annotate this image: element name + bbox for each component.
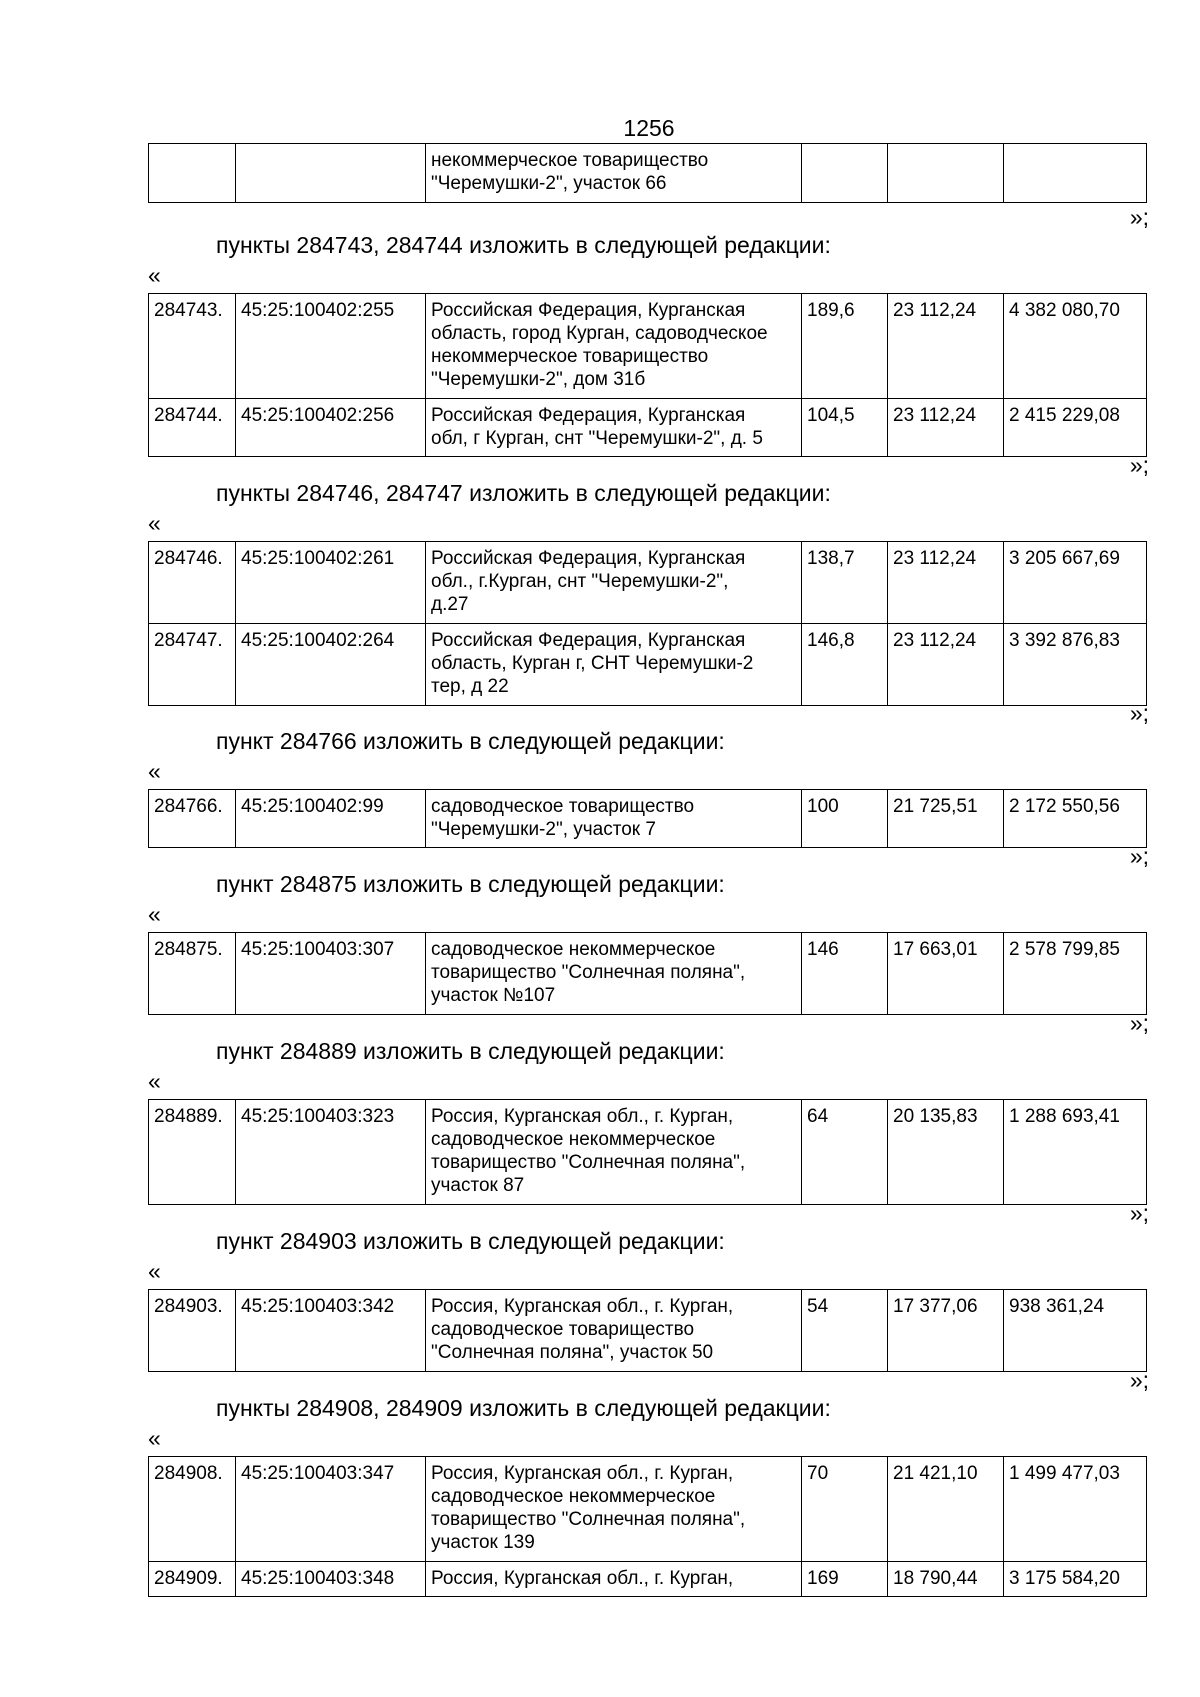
- cell-value: 1 288 693,41: [1004, 1100, 1147, 1205]
- cell-rate: 23 112,24: [888, 624, 1004, 706]
- section-heading: пункты 284743, 284744 изложить в следующей редакции:: [216, 232, 831, 258]
- cell-address: Российская Федерация, Курганская обл., г.Курган, снт "Черемушки-2", д.27: [426, 542, 802, 624]
- cell-area: 146: [802, 933, 888, 1015]
- cell-number: 284903.: [149, 1290, 236, 1372]
- cell-address: Российская Федерация, Курганская обл, г Курган, снт "Черемушки-2", д. 5: [426, 399, 802, 457]
- cell-address: Российская Федерация, Курганская область, Курган г, СНТ Черемушки-2 тер, д 22: [426, 624, 802, 706]
- table-row: [149, 1562, 1147, 1597]
- cell-value: 2 578 799,85: [1004, 933, 1147, 1015]
- cell-address: Россия, Курганская обл., г. Курган, садоводческое товарищество "Солнечная поляна", участок 50: [426, 1290, 802, 1372]
- section-heading: пункты 284908, 284909 изложить в следующей редакции:: [216, 1395, 831, 1421]
- cell-cadastral: [236, 144, 426, 203]
- registry-table: [148, 293, 1147, 457]
- cell-cadastral: 45:25:100402:255: [236, 294, 426, 399]
- cell-number: 284889.: [149, 1100, 236, 1205]
- amendment-section: [148, 452, 1149, 706]
- closing-quote: »;: [1129, 1010, 1149, 1036]
- table-row: [149, 790, 1147, 848]
- cell-cadastral: 45:25:100402:99: [236, 790, 426, 848]
- cell-cadastral: 45:25:100403:342: [236, 1290, 426, 1372]
- cell-cadastral: 45:25:100402:261: [236, 542, 426, 624]
- cell-cadastral: 45:25:100403:323: [236, 1100, 426, 1205]
- cell-address: садоводческое некоммерческое товарищество "Солнечная поляна", участок №107: [426, 933, 802, 1015]
- table-row: [149, 624, 1147, 706]
- cell-value: 2 172 550,56: [1004, 790, 1147, 848]
- cell-cadastral: 45:25:100403:348: [236, 1562, 426, 1597]
- cell-address: некоммерческое товарищество "Черемушки-2", участок 66: [426, 144, 802, 203]
- cell-area: 138,7: [802, 542, 888, 624]
- cell-rate: 23 112,24: [888, 542, 1004, 624]
- amendment-section: [148, 1010, 1149, 1205]
- cell-area: 146,8: [802, 624, 888, 706]
- cell-area: [802, 144, 888, 203]
- cell-address: Россия, Курганская обл., г. Курган, садоводческое некоммерческое товарищество "Солнечная поляна", участок 139: [426, 1457, 802, 1562]
- cell-area: 70: [802, 1457, 888, 1562]
- closing-quote: »;: [1129, 204, 1149, 230]
- cell-number: 284766.: [149, 790, 236, 848]
- cell-cadastral: 45:25:100403:307: [236, 933, 426, 1015]
- opening-quote: «: [148, 510, 161, 536]
- cell-rate: [888, 144, 1004, 203]
- opening-quote: «: [148, 758, 161, 784]
- cell-address: Российская Федерация, Курганская область, город Курган, садоводческое некоммерческое товарищество "Черемушки-2", дом 31б: [426, 294, 802, 399]
- opening-quote: «: [148, 262, 161, 288]
- table-row: [149, 399, 1147, 457]
- closing-quote: »;: [1129, 1367, 1149, 1393]
- cell-number: 284743.: [149, 294, 236, 399]
- opening-quote: «: [148, 901, 161, 927]
- page-number: 1256: [623, 115, 675, 141]
- cell-number: 284747.: [149, 624, 236, 706]
- registry-table: [148, 1099, 1147, 1205]
- cell-area: 54: [802, 1290, 888, 1372]
- continued-table: [148, 143, 1147, 203]
- table-row: [149, 933, 1147, 1015]
- table-row: [149, 1290, 1147, 1372]
- cell-area: 169: [802, 1562, 888, 1597]
- cell-area: 64: [802, 1100, 888, 1205]
- table-row: [149, 294, 1147, 399]
- cell-value: 1 499 477,03: [1004, 1457, 1147, 1562]
- cell-address: садоводческое товарищество "Черемушки-2", участок 7: [426, 790, 802, 848]
- cell-area: 100: [802, 790, 888, 848]
- cell-rate: 21 421,10: [888, 1457, 1004, 1562]
- amendment-section: [148, 1200, 1149, 1372]
- registry-table: [148, 541, 1147, 706]
- amendment-section: [148, 1367, 1149, 1597]
- cell-rate: 18 790,44: [888, 1562, 1004, 1597]
- registry-table: [148, 789, 1147, 848]
- section-heading: пункты 284746, 284747 изложить в следующей редакции:: [216, 480, 831, 506]
- amendment-section: [148, 700, 1149, 848]
- closing-quote: »;: [1129, 843, 1149, 869]
- table-row: [149, 144, 1147, 203]
- closing-quote: »;: [1129, 700, 1149, 726]
- cell-rate: 17 377,06: [888, 1290, 1004, 1372]
- cell-value: [1004, 144, 1147, 203]
- cell-value: 938 361,24: [1004, 1290, 1147, 1372]
- closing-quote: »;: [1129, 452, 1149, 478]
- opening-quote: «: [148, 1425, 161, 1451]
- section-heading: пункт 284889 изложить в следующей редакции:: [216, 1038, 725, 1064]
- cell-value: 3 205 667,69: [1004, 542, 1147, 624]
- cell-number: 284744.: [149, 399, 236, 457]
- registry-table: [148, 932, 1147, 1015]
- cell-number: 284908.: [149, 1457, 236, 1562]
- section-heading: пункт 284903 изложить в следующей редакции:: [216, 1228, 725, 1254]
- opening-quote: «: [148, 1068, 161, 1094]
- cell-number: 284875.: [149, 933, 236, 1015]
- cell-cadastral: 45:25:100402:264: [236, 624, 426, 706]
- cell-number: 284909.: [149, 1562, 236, 1597]
- opening-quote: «: [148, 1258, 161, 1284]
- section-heading: пункт 284766 изложить в следующей редакции:: [216, 728, 725, 754]
- closing-quote: »;: [1129, 1200, 1149, 1226]
- table-row: [149, 1457, 1147, 1562]
- table-row: [149, 542, 1147, 624]
- cell-address: Россия, Курганская обл., г. Курган, садоводческое некоммерческое товарищество "Солнечная поляна", участок 87: [426, 1100, 802, 1205]
- cell-value: 3 392 876,83: [1004, 624, 1147, 706]
- cell-rate: 20 135,83: [888, 1100, 1004, 1205]
- continued-table-fragment: [148, 143, 1146, 203]
- cell-rate: 23 112,24: [888, 399, 1004, 457]
- section-heading: пункт 284875 изложить в следующей редакции:: [216, 871, 725, 897]
- cell-area: 189,6: [802, 294, 888, 399]
- cell-rate: 17 663,01: [888, 933, 1004, 1015]
- cell-value: 4 382 080,70: [1004, 294, 1147, 399]
- amendment-section: [148, 843, 1149, 1015]
- cell-number: 284746.: [149, 542, 236, 624]
- cell-value: 3 175 584,20: [1004, 1562, 1147, 1597]
- cell-rate: 23 112,24: [888, 294, 1004, 399]
- cell-value: 2 415 229,08: [1004, 399, 1147, 457]
- amendment-section: [148, 204, 1149, 457]
- table-row: [149, 1100, 1147, 1205]
- cell-cadastral: 45:25:100403:347: [236, 1457, 426, 1562]
- cell-rate: 21 725,51: [888, 790, 1004, 848]
- registry-table: [148, 1456, 1147, 1597]
- registry-table: [148, 1289, 1147, 1372]
- cell-address: Россия, Курганская обл., г. Курган,: [426, 1562, 802, 1597]
- cell-number: [149, 144, 236, 203]
- cell-cadastral: 45:25:100402:256: [236, 399, 426, 457]
- cell-area: 104,5: [802, 399, 888, 457]
